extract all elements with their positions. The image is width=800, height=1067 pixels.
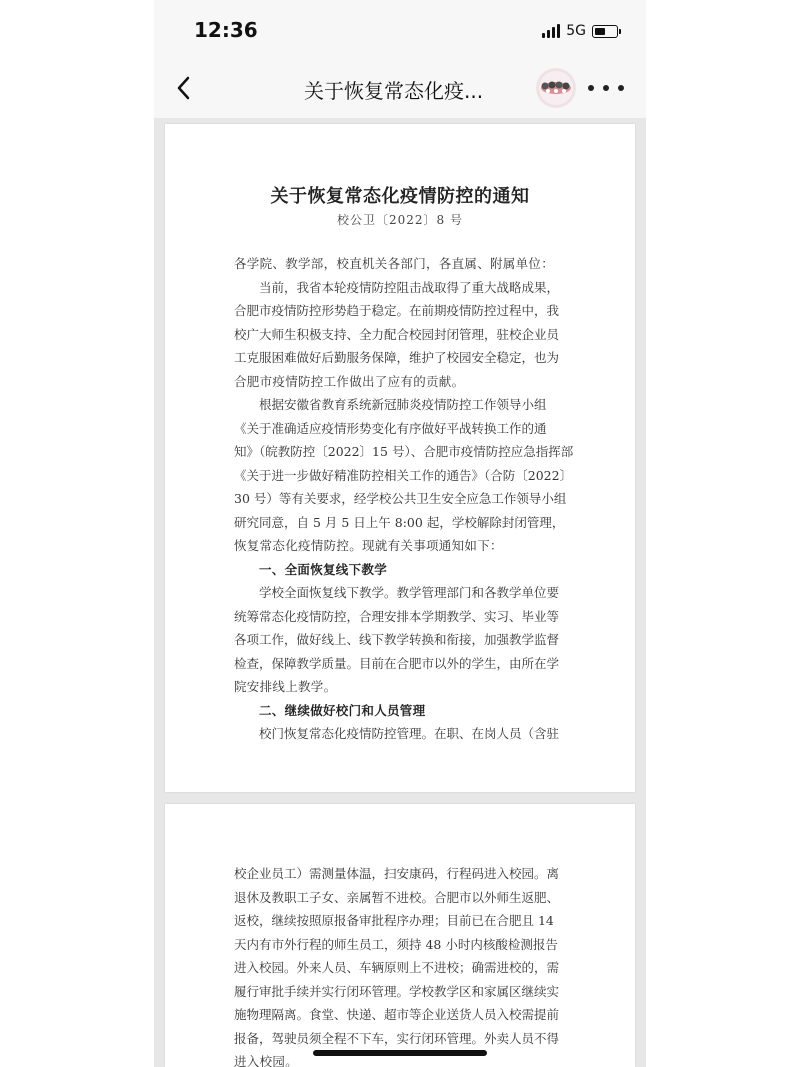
- text-line: 合肥市疫情防控工作做出了应有的贡献。: [234, 373, 465, 389]
- text-line: 合肥市疫情防控形势趋于稳定。在前期疫情防控过程中，我: [234, 303, 560, 318]
- text-line: 校门恢复常态化疫情防控管理。在职、在岗人员（含驻: [259, 726, 560, 741]
- status-time: 12:36: [194, 18, 258, 42]
- text-line: 天内有市外行程的师生员工，须持 48 小时内核酸检测报告: [234, 936, 558, 952]
- document-title: 关于恢复常态化疫情防控的通知: [270, 186, 530, 207]
- more-dot-icon: [618, 85, 624, 91]
- document-number: 校公卫〔2022〕8 号: [337, 213, 463, 227]
- text-line: 校广大师生积极支持、全力配合校园封闭管理，驻校企业员: [234, 326, 560, 342]
- more-button[interactable]: [588, 78, 624, 98]
- text-line: 工克服困难做好后勤服务保障，维护了校园安全稳定，也为: [234, 350, 560, 365]
- text-line: 履行审批手续并实行闭环管理。学校教学区和家属区继续实: [234, 983, 560, 999]
- signal-icon: [542, 24, 560, 38]
- text-line: 检查，保障教学质量。目前在合肥市以外的学生，由所在学: [234, 655, 560, 671]
- page-title: 关于恢复常态化疫...: [304, 79, 484, 103]
- text-line: 恢复常态化疫情防控。现就有关事项通知如下：: [234, 538, 503, 553]
- text-line: 施物理隔离。食堂、快递、超市等企业送货人员入校需提前: [234, 1007, 560, 1022]
- chevron-left-icon: [176, 76, 192, 100]
- network-type: 5G: [566, 23, 586, 39]
- document-body-page-1: [234, 252, 574, 746]
- text-line: 报备，驾驶员须全程不下车，实行闭环管理。外卖人员不得: [234, 1030, 560, 1046]
- text-line: 进入校园。: [234, 1054, 299, 1067]
- home-indicator[interactable]: [313, 1050, 487, 1056]
- text-line: 学校全面恢复线下教学。教学管理部门和各教学单位要: [259, 585, 560, 600]
- status-bar: [154, 0, 646, 60]
- avatar-image: [536, 68, 576, 108]
- section-heading: 二、继续做好校门和人员管理: [259, 702, 426, 718]
- text-line: 《关于准确适应疫情形势变化有序做好平战转换工作的通: [234, 420, 547, 436]
- text-line: 退休及教职工子女、亲属暂不进校。合肥市以外师生返肥、: [234, 889, 560, 905]
- document-body-page-2: [234, 862, 574, 1067]
- back-button[interactable]: [168, 72, 200, 104]
- text-line: 研究同意，自 5 月 5 日上午 8:00 起，学校解除封闭管理，: [234, 514, 565, 530]
- text-line: 进入校园。外来人员、车辆原则上不进校；确需进校的，需: [234, 960, 560, 975]
- text-line: 《关于进一步做好精准防控相关工作的通告》（合防〔2022〕: [234, 467, 573, 483]
- more-dot-icon: [603, 85, 609, 91]
- text-line: 各项工作，做好线上、线下教学转换和衔接，加强教学监督: [234, 632, 560, 647]
- text-line: 知》（皖教防控〔2022〕15 号）、合肥市疫情防控应急指挥部: [234, 444, 574, 459]
- battery-icon: [592, 25, 618, 38]
- document-page-1[interactable]: [165, 124, 635, 792]
- text-line: 当前，我省本轮疫情防控阻击战取得了重大战略成果，: [259, 279, 560, 295]
- avatar[interactable]: [536, 68, 576, 108]
- text-line: 统筹常态化疫情防控，合理安排本学期教学、实习、毕业等: [234, 608, 560, 624]
- text-line: 返校，继续按照原报备审批程序办理；目前已在合肥且 14: [234, 913, 554, 928]
- more-dot-icon: [588, 85, 594, 91]
- text-line: 根据安徽省教育系统新冠肺炎疫情防控工作领导小组: [259, 397, 547, 412]
- phone-screen: [154, 0, 646, 1067]
- status-indicators: [542, 21, 618, 41]
- text-line: 30 号）等有关要求，经学校公共卫生安全应急工作领导小组: [234, 491, 567, 506]
- nav-bar: [154, 60, 646, 118]
- section-heading: 一、全面恢复线下教学: [259, 561, 388, 577]
- text-line: 各学院、教学部，校直机关各部门，各直属、附属单位：: [234, 256, 555, 271]
- text-line: 院安排线上教学。: [234, 679, 337, 694]
- text-line: 校企业员工）需测量体温，扫安康码，行程码进入校园。离: [234, 866, 560, 881]
- document-page-2[interactable]: [165, 804, 635, 1067]
